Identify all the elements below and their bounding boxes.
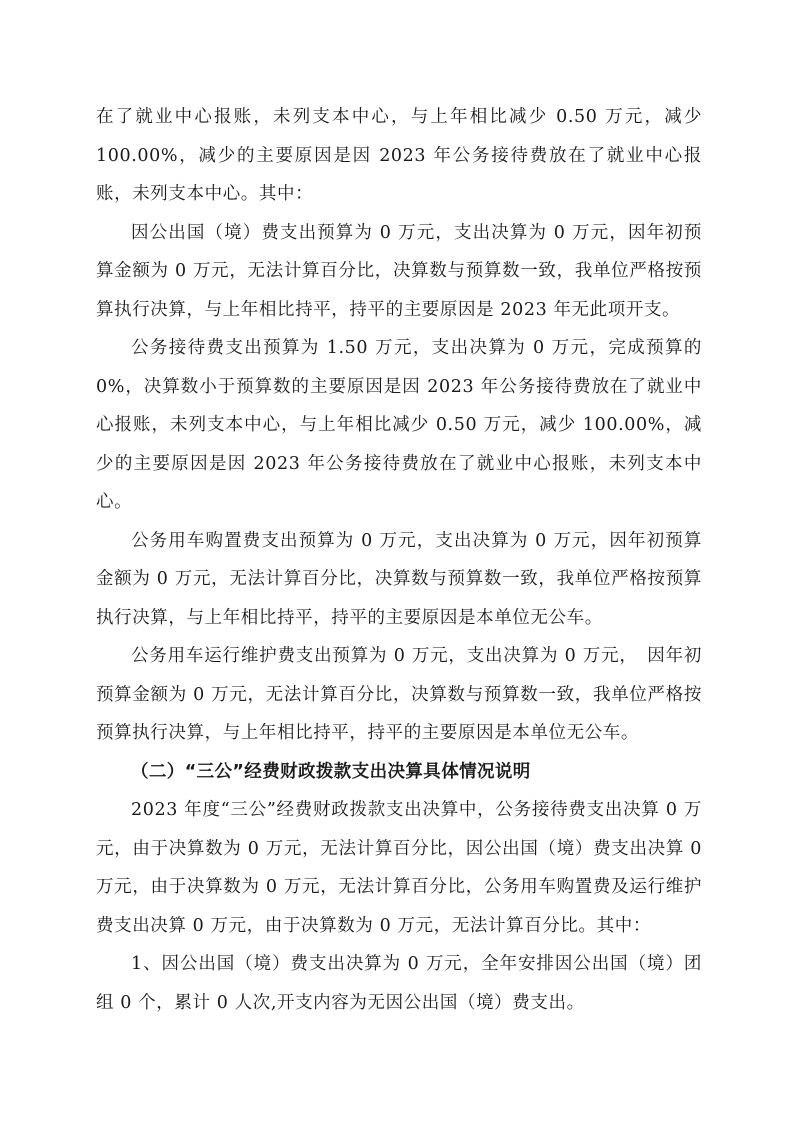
paragraph-vehicle-purchase: 公务用车购置费支出预算为 0 万元，支出决算为 0 万元，因年初预算金额为 0 万元，无法计算百分比，决算数与预算数一致，我单位严格按预算执行决算，与上年相比持平，持平的主要原因是本单位无公车。 (96, 530, 702, 628)
paragraph-vehicle-operation: 公务用车运行维护费支出预算为 0 万元，支出决算为 0 万元， 因年初预算金额为 0 万元，无法计算百分比，决算数与预算数一致，我单位严格按预算执行决算，与上年相比持平，持平的主要原因是本单位无公车。 (96, 646, 702, 743)
section-heading: （二）“三公”经费财政拨款支出决算具体情况说明 (131, 761, 531, 782)
paragraph-item-1: 1、因公出国（境）费支出决算为 0 万元，全年安排因公出国（境）团组 0 个，累计 0 人次,开支内容为无因公出国（境）费支出。 (96, 954, 702, 1013)
document-body (96, 98, 702, 1022)
paragraph-continuation: 在了就业中心报账，未列支本中心，与上年相比减少 0.50 万元，减少 100.00%，减少的主要原因是因 2023 年公务接待费放在了就业中心报账，未列支本中心。其中： (96, 107, 702, 204)
paragraph-reception: 公务接待费支出预算为 1.50 万元，支出决算为 0 万元，完成预算的 0%，决算数小于预算数的主要原因是因 2023 年公务接待费放在了就业中心报账，未列支本中心，与上年相比减少 0.50 万元，减少 100.00%，减少的主要原因是因 2023 年公务接待费放在了就业中心报账，未列支本中心。 (96, 338, 702, 512)
paragraph-summary: 2023 年度“三公”经费财政拨款支出决算中，公务接待费支出决算 0 万元，由于决算数为 0 万元，无法计算百分比，因公出国（境）费支出决算 0 万元，由于决算数为 0 万元，无法计算百分比，公务用车购置费及运行维护费支出决算 0 万元，由于决算数为 0 万元，无法计算百分比。其中： (96, 800, 702, 936)
paragraph-overseas-travel: 因公出国（境）费支出预算为 0 万元，支出决算为 0 万元，因年初预算金额为 0 万元，无法计算百分比，决算数与预算数一致，我单位严格按预算执行决算，与上年相比持平，持平的主要原因是 2023 年无此项开支。 (96, 222, 702, 320)
